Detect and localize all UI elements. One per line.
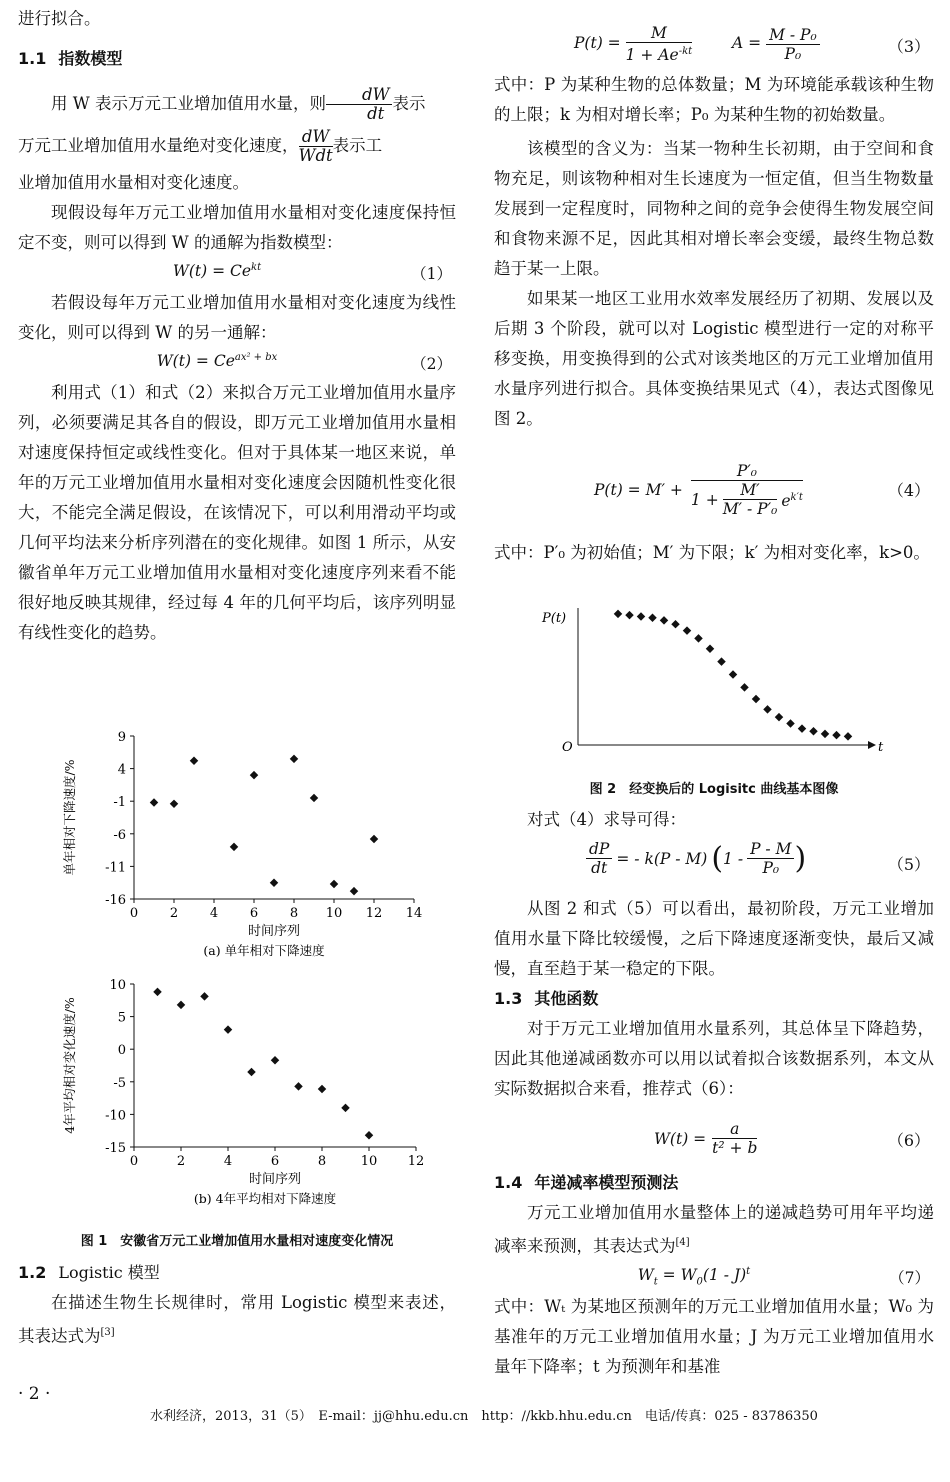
y-tick-label: 10 (109, 978, 126, 993)
paragraph-12: 对于万元工业增加值用水量系列，其总体呈下降趋势，因此其他递减函数亦可以用以试着拟合该数据系列，本文从实际数据拟合来看，推荐式（6）： (494, 1019, 934, 1098)
data-point (290, 755, 298, 763)
data-point (365, 1131, 373, 1139)
paragraph-1-end: 业增加值用水量相对变化速度。 (18, 173, 249, 192)
origin-label: O (562, 740, 573, 755)
data-point (153, 988, 161, 996)
paragraph-1-cont: 万元工业增加值用水量绝对变化速度， $\frac{dW}{\text{Wdt}}$ 表示工 (18, 127, 383, 165)
x-tick-label: 6 (249, 906, 259, 921)
curve-point (706, 644, 714, 652)
curve-point (844, 732, 852, 740)
data-point (294, 1082, 302, 1090)
data-point (341, 1104, 349, 1112)
curve-point (809, 727, 817, 735)
curve-point (740, 683, 748, 691)
equation-6: W(t) = $\frac{a}{\text{t² + b}}$ （6） (654, 1120, 930, 1157)
y-tick-label: -15 (105, 1141, 126, 1156)
curve-point (752, 695, 760, 703)
paragraph-3: 若假设每年万元工业增加值用水量相对变化速度为线性变化，则可以得到 W 的另一通解： (18, 293, 456, 342)
equation-1: $W(t) = Ce^{kt}$ （1） (172, 262, 452, 283)
section-1-1-heading: 1.1 指数模型 (18, 49, 123, 68)
curve-point (637, 612, 645, 620)
data-point (200, 992, 208, 1000)
x-axis-label: t (878, 740, 884, 755)
paragraph-2: 现假设每年万元工业增加值用水量相对变化速度保持恒定不变，则可以得到 W 的通解为指数模型： (18, 203, 456, 252)
x-tick-label: 0 (129, 1154, 139, 1169)
curve-point (694, 634, 702, 642)
data-point (224, 1025, 232, 1033)
chart-subtitle: (a) 单年相对下降速度 (203, 943, 325, 958)
y-tick-label: 5 (117, 1010, 126, 1026)
curve-point (683, 626, 691, 634)
equation-4: P(t) = M′ + P′₀ 1 + $\frac{M'}{\text{M′ - P′₀}}$ $e^{k't}$ （4） (594, 462, 930, 518)
x-tick-label: 12 (365, 906, 383, 921)
x-tick-label: 2 (176, 1154, 186, 1169)
curve-point (832, 731, 840, 739)
equation-5: $\frac{dP}{dt}$ = - k(P - M) ( 1 - $\frac{P - M}{\text{P₀}}$ ) （5） (494, 840, 934, 894)
curve-point (786, 719, 794, 727)
x-tick-label: 4 (223, 1154, 233, 1169)
figure-1-caption: 图 1 安徽省万元工业增加值用水量相对速度变化情况 (80, 1234, 394, 1249)
x-tick-label: 8 (289, 906, 299, 921)
curve-point (821, 730, 829, 738)
data-point (270, 878, 278, 886)
equation-3: P(t) = $\frac{M}{1 + Ae^{-kt}}$ A = $\frac{\text{M - P₀}}{\text{P₀}}$ （3） (574, 24, 930, 65)
x-tick-label: 10 (360, 1154, 378, 1169)
curve-point (660, 616, 668, 624)
data-point (271, 1056, 279, 1064)
curve-point (798, 724, 806, 732)
paragraph-6: 式中：P 为某种生物的总体数量；M 为环境能承载该种生物的上限；k 为相对增长率；P₀ 为某种生物的初始数量。 (494, 75, 934, 124)
curve-point (614, 610, 622, 618)
x-tick-label: 6 (270, 1154, 280, 1169)
y-axis-label: P(t) (542, 611, 567, 626)
x-tick-label: 8 (317, 1154, 327, 1169)
data-point (250, 771, 258, 779)
curve-point (729, 670, 737, 678)
paragraph-7: 该模型的含义为：当某一物种生长初期，由于空间和食物充足，则该物种相对生长速度为一恒定值，但当生物数量发展到一定程度时，同物种之间的竞争会使得生物发展空间和食物来源不足，因此其相对增长率会变缓，最终生物总数趋于某一上限。 (494, 139, 934, 278)
x-axis-arrow (868, 741, 876, 749)
data-point (247, 1068, 255, 1076)
equation-7: $W_t = W_0(1 - J)^t$ （7） (637, 1265, 930, 1287)
data-point (350, 887, 358, 895)
curve-point (775, 713, 783, 721)
data-point (190, 757, 198, 765)
y-tick-label: -5 (113, 1075, 126, 1091)
x-tick-label: 2 (169, 906, 179, 921)
data-point (230, 843, 238, 851)
paragraph-11: 从图 2 和式（5）可以看出，最初阶段，万元工业增加值用水量下降比较缓慢，之后下降速度逐渐变快，最后又减慢，直至趋于某一稳定的下限。 (494, 899, 934, 978)
y-tick-label: -16 (105, 893, 126, 908)
data-point (170, 800, 178, 808)
y-tick-label: -10 (105, 1108, 126, 1124)
figure-1a-chart (58, 722, 458, 972)
y-tick-label: 4 (117, 762, 126, 778)
data-point (177, 1001, 185, 1009)
x-axis-label: 时间序列 (248, 1172, 302, 1187)
data-point (318, 1085, 326, 1093)
data-point (370, 835, 378, 843)
paragraph-13: 万元工业增加值用水量整体上的递减趋势可用年平均递减率来预测，其表达式为[4] (494, 1203, 934, 1256)
y-tick-label: 0 (117, 1043, 126, 1059)
paragraph-10: 对式（4）求导可得： (527, 810, 686, 829)
paragraph-9: 式中：P′₀ 为初始值；M′ 为下限；k′ 为相对变化率，k>0。 (494, 543, 930, 562)
intro-line: 进行拟合。 (18, 9, 101, 28)
section-1-2-heading: 1.2 Logistic 模型 (18, 1263, 160, 1282)
curve-point (671, 620, 679, 628)
x-tick-label: 10 (325, 906, 343, 921)
paragraph-14: 式中：Wₜ 为某地区预测年的万元工业增加值用水量；W₀ 为基准年的万元工业增加值用水量；J 为万元工业增加值用水量年下降率；t 为预测年和基准 (494, 1296, 934, 1376)
section-1-3-heading: 1.3 其他函数 (494, 989, 599, 1008)
figure-2-caption: 图 2 经变换后的 Logisitc 曲线基本图像 (589, 782, 839, 797)
x-axis-label: 时间序列 (247, 924, 301, 939)
paragraph-4: 利用式（1）和式（2）来拟合万元工业增加值用水量序列，必须要满足其各自的假设，即万元工业增加值用水量相对速度保持恒定或线性变化。但对于具体某一地区来说，单年的万元工业增加值用水量相对变化速度会因随机性变化很大，不能完全满足假设，在该情况下，可以利用滑动平均或几何平均法来分析序列潜在的变化规律。如图 1 所示，从安徽省单年万元工业增加值用水量相对变化速度序列来看不能很好地反映其规律，经过每 4 年的几何平均后，该序列明显有线性变化的趋势。 (18, 383, 456, 642)
y-tick-label: -6 (113, 827, 126, 843)
page-number: · 2 · (18, 1384, 51, 1404)
data-point (310, 794, 318, 802)
curve-point (763, 705, 771, 713)
x-tick-label: 12 (407, 1154, 425, 1169)
equation-2: $W(t) = Ce^{ax^2 + bx}$ （2） (156, 352, 452, 373)
chart-subtitle: (b) 4年平均相对下降速度 (193, 1191, 337, 1206)
data-point (330, 880, 338, 888)
y-axis-label: 单年相对下降速度/% (62, 759, 77, 876)
paragraph-5: 在描述生物生长规律时，常用 Logistic 模型来表述，其表达式为[3] (18, 1293, 456, 1346)
paragraph-1: 用 W 表示万元工业增加值用水量，则 $\frac{dW}{dt}$ 表示 (51, 85, 426, 123)
journal-footer: 水利经济，2013，31（5） E-mail：jj@hhu.edu.cn http：//kkb.hhu.edu.cn 电话/传真：025 - 83786350 (150, 1409, 818, 1424)
figure-1b-chart (58, 970, 458, 1220)
section-1-4-heading: 1.4 年递减率模型预测法 (494, 1173, 679, 1192)
x-tick-label: 0 (129, 906, 139, 921)
y-tick-label: 9 (117, 730, 126, 745)
curve-point (717, 657, 725, 665)
figure-2-chart (534, 600, 894, 775)
data-point (150, 798, 158, 806)
y-tick-label: -1 (113, 795, 126, 811)
curve-point (625, 611, 633, 619)
x-tick-label: 14 (405, 906, 423, 921)
y-tick-label: -11 (105, 860, 126, 876)
paragraph-8: 如果某一地区工业用水效率发展经历了初期、发展以及后期 3 个阶段，就可以对 Logistic 模型进行一定的对称平移变换，用变换得到的公式对该类地区的万元工业增加值用水量序列进行拟合。具体变换结果见式（4），表达式图像见图 2。 (494, 289, 934, 428)
y-axis-label: 4年平均相对变化速度/% (62, 997, 77, 1134)
x-tick-label: 4 (209, 906, 219, 921)
curve-point (648, 613, 656, 621)
